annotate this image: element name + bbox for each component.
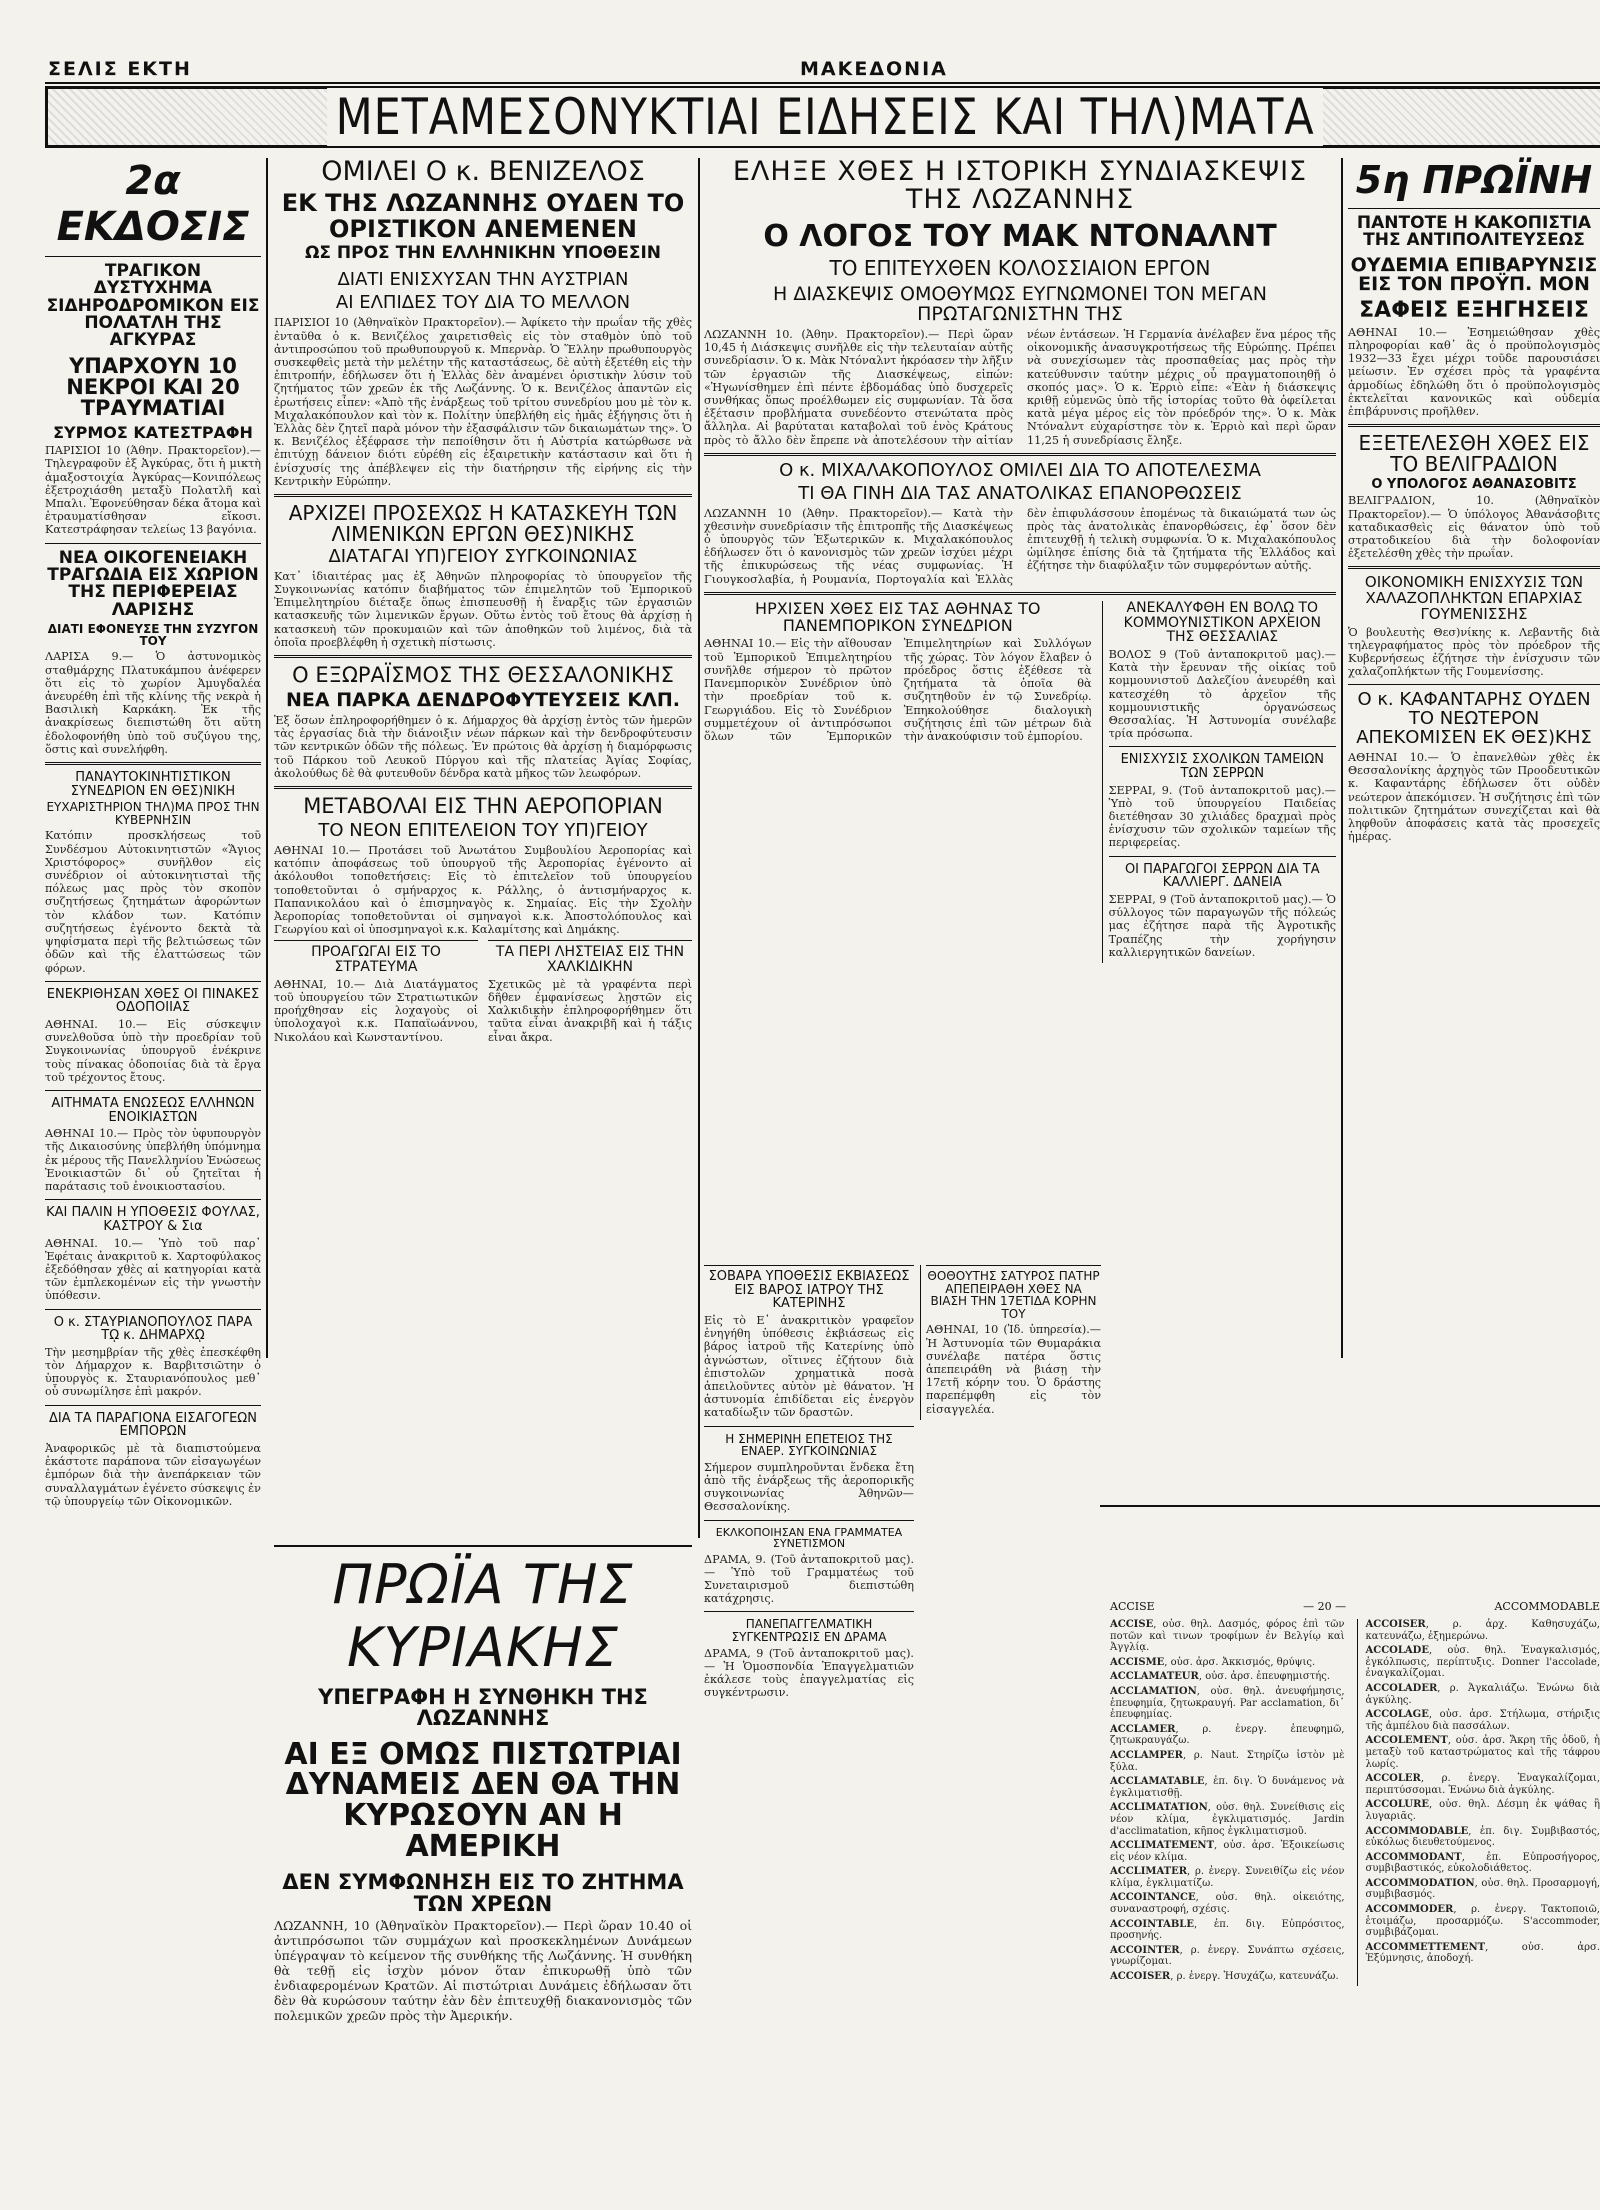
article-subheadline: ΑΙ ΕΛΠΙΔΕΣ ΤΟΥ ΔΙΑ ΤΟ ΜΕΛΛΟΝ — [335, 292, 631, 314]
dictionary-entry — [1366, 1709, 1600, 1732]
dictionary-entry — [1366, 1619, 1600, 1642]
dictionary-page-number: — 20 — — [1303, 1600, 1347, 1613]
article-headline: ΤΑ ΠΕΡΙ ΛΗΣΤΕΙΑΣ ΕΙΣ ΤΗΝ ΧΑΛΚΙΔΙΚΗΝ — [488, 940, 692, 974]
page-masthead — [40, 58, 1600, 80]
article-body: ΒΕΛΙΓΡΑΔΙΟΝ, 10. (Ἀθηναϊκὸν Πρακτορεῖον).— Ὁ ὑπόλογος Ἀθανάσοβιτς καταδικασθεὶς εἰς θάνατον ὑπὸ τοῦ στρατοδικείου διὰ τὴν δολοφονίαν ἐξετελέσθη χθὲς τὴν πρωΐαν. — [1348, 494, 1600, 561]
article-headline: ΝΕΑ ΟΙΚΟΓΕΝΕΙΑΚΗ ΤΡΑΓΩΔΙΑ ΕΙΣ ΧΩΡΙΟΝ ΤΗΣ ΠΕΡΙΦΕΡΕΙΑΣ ΛΑΡΙΣΗΣ — [47, 547, 259, 620]
dictionary-right-head: ACCOMMODABLE — [1494, 1600, 1600, 1613]
dictionary-section — [1110, 1600, 1600, 1986]
article-subheadline: ΣΑΦΕΙΣ ΕΞΗΓΗΣΕΙΣ — [1359, 298, 1589, 324]
article-body: Κατόπιν προσκλήσεως τοῦ Συνδέσμου Αὐτοκινητιστῶν «Ἅγιος Χριστόφορος» συνῆλθον εἰς συνέδριον οἱ αὐτοκινητισταὶ τῆς πόλεως μας πρὸς τὸν σκοπὸν συζητήσεως ζητημάτων ἀφορώντων τὸν κλάδον των. Κατόπιν συζητήσεως ἐγένοντο δεκτὰ τὰ ψηφίσματα περὶ τῆς βελτιώσεως τῶν ὁδῶν καὶ τῆς ἐλαττώσεως τῶν φόρων. — [45, 829, 261, 975]
article-headline: Ο κ. ΚΑΦΑΝΤΑΡΗΣ ΟΥΔΕΝ ΤΟ ΝΕΩΤΕΡΟΝ ΑΠΕΚΟΜΙΣΕΝ ΕΚ ΘΕΣ)ΚΗΣ — [1356, 689, 1592, 749]
dictionary-definition: , ρ. ἐνεργ. Τακτοποιῶ, ἑτοιμάζω, προσαρμόζω. S'accommoder, συμβιβάζομαι. — [1365, 1904, 1600, 1939]
dictionary-headword: ACCOISER — [1365, 1619, 1426, 1630]
dictionary-headword: ACCOINTER — [1110, 1944, 1180, 1956]
dictionary-definition: , οὐσ. θηλ. Προσαρμογή, συμβιβασμός. — [1365, 1877, 1600, 1901]
column-3 — [704, 158, 1336, 963]
dictionary-definition: , οὐσ. ἀρσ. Ἐξοικείωσις εἰς νέον κλίμα. — [1110, 1840, 1345, 1863]
dictionary-entry — [1110, 1776, 1345, 1799]
column-1 — [45, 158, 261, 1512]
dictionary-entry — [1366, 1942, 1600, 1965]
article-headline: ΜΕΤΑΒΟΛΑΙ ΕΙΣ ΤΗΝ ΑΕΡΟΠΟΡΙΑΝ — [303, 794, 663, 819]
article-body: Σήμερον συμπληροῦνται ἕνδεκα ἔτη ἀπὸ τῆς ἐνάρξεως τῆς ἀεροπορικῆς συγκοινωνίας Ἀθηνῶν—Θεσσαλονίκης. — [704, 1460, 914, 1514]
article-body: ΔΡΑΜΑ, 9 (Τοῦ ἀνταποκριτοῦ μας).— Ἡ Ὁμοσπονδία Ἐπαγγελματιῶν ἐκάλεσε τοὺς ἐπαγγελματίας εἰς συγκέντρωσιν. — [704, 1646, 914, 1700]
article-body: ΛΩΖΑΝΝΗ, 10 (Ἀθηναϊκὸν Πρακτορεῖον).— Περὶ ὥραν 10.40 οἱ ἀντιπρόσωποι τῶν συμμάχων καὶ προσκεκλημένων Δυνάμεων ὑπέγραψαν τὸ κείμενον τῆς συνθήκης τῆς Λωζάννης. Ἡ συνθήκη θὰ τεθῇ εἰς ἰσχὺν μόνον ὅταν ἐπικυρωθῇ ὑπὸ τῶν ἐνδιαφερομένων Κρατῶν. Αἱ πιστώτριαι Δυνάμεις ἐδήλωσαν ὅτι δὲν θὰ κυρώσουν ταύτην ἐὰν δὲν ἐπιτευχθῇ διακανονισμὸς τῶν πολεμικῶν χρεῶν πρὸς τὴν Ἀμερικήν. — [274, 1918, 692, 2023]
article-headline: ΕΝΕΚΡΙΘΗΣΑΝ ΧΘΕΣ ΟΙ ΠΙΝΑΚΕΣ ΟΔΟΠΟΙΙΑΣ — [46, 986, 260, 1016]
dictionary-entry — [1366, 1735, 1600, 1770]
article-headline: ΕΚΛΚΟΠΟΙΗΣΑΝ ΕΝΑ ΓΡΑΜΜΑΤΕΑ ΣΥΝΕΤΙΣΜΟΝ — [715, 1525, 903, 1551]
article-body: ΑΘΗΝΑΙ. 10.— Εἰς σύσκεψιν συνελθοῦσα ὑπὸ τὴν προεδρίαν τοῦ Συγκοινωνίας ὑπουργοῦ ἐνέκρινε τοὺς πίνακας ὁδοποιίας διὰ τὰ ἔργα τοῦ τρέχοντος ἔτους. — [45, 1017, 261, 1084]
section-banner — [45, 86, 1600, 148]
article-headline: ΠΑΝΑΥΤΟΚΙΝΗΤΙΣΤΙΚΟΝ ΣΥΝΕΔΡΙΟΝ ΕΝ ΘΕΣ)ΝΙΚΗ — [70, 770, 236, 799]
dictionary-entry — [1110, 1724, 1345, 1747]
article-headline: Ο ΕΞΩΡΑΪΣΜΟΣ ΤΗΣ ΘΕΣΣΑΛΟΝΙΚΗΣ — [292, 663, 674, 688]
dictionary-headword: ACCOLAGE — [1365, 1709, 1429, 1721]
dictionary-entry — [1366, 1799, 1600, 1822]
article-subheadline: ΤΟ ΝΕΟΝ ΕΠΙΤΕΛΕΙΟΝ ΤΟΥ ΥΠ)ΓΕΙΟΥ — [318, 820, 648, 842]
column-rule — [698, 158, 700, 1538]
dictionary-definition: , ἐπ. διγ. Συμβιβαστός, εὐκόλως διευθετούμενος. — [1365, 1825, 1600, 1849]
dictionary-definition: , ρ. ἐνεργ. Συνάπτω σχέσεις, γνωρίζομαι. — [1110, 1944, 1345, 1968]
dictionary-entry — [1110, 1802, 1345, 1837]
article-body: ΑΘΗΝΑΙ. 10.— Ὑπὸ τοῦ παρ᾽ Ἐφέταις ἀνακριτοῦ κ. Χαρτοφύλακος ἐξεδόθησαν χθὲς αἱ κατηγορίαι κατὰ τῶν ἐμπλεκομένων εἰς τὴν γνωστὴν ὑπόθεσιν. — [45, 1236, 261, 1303]
edition-label: 2α ΕΚΔΟΣΙΣ — [56, 158, 250, 250]
dictionary-headword: ACCOLADE — [1365, 1645, 1429, 1657]
dictionary-entry — [1110, 1657, 1345, 1669]
dictionary-definition: , οὐσ. θηλ. ἀνευφήμησις, ἐπευφημία, ζητωκραυγή. Par acclamation, δι᾽ ἐπευφημίας. — [1110, 1685, 1345, 1721]
article-subheadline: ΔΕΝ ΣΥΜΦΩΝΗΣΗ ΕΙΣ ΤΟ ΖΗΤΗΜΑ ΤΩΝ ΧΡΕΩΝ — [282, 1870, 684, 1916]
article-headline: ΑΙΤΗΜΑΤΑ ΕΝΩΣΕΩΣ ΕΛΛΗΝΩΝ ΕΝΟΙΚΙΑΣΤΩΝ — [51, 1096, 255, 1125]
dictionary-headword: ACCOLER — [1365, 1773, 1421, 1785]
article-headline: ΗΡΧΙΣΕΝ ΧΘΕΣ ΕΙΣ ΤΑΣ ΑΘΗΝΑΣ ΤΟ ΠΑΝΕΜΠΟΡΙΚΟΝ ΣΥΝΕΔΡΙΟΝ — [755, 598, 1041, 635]
article-subheadline: ΟΥΔΕΜΙΑ ΕΠΙΒΑΡΥΝΣΙΣ ΕΙΣ ΤΟΝ ΠΡΟΫΠ. ΜΟΝ — [1350, 253, 1598, 296]
article-headline: Ο κ. ΣΤΑΥΡΙΑΝΟΠΟΥΛΟΣ ΠΑΡΑ Τῼ κ. ΔΗΜΑΡΧῼ — [53, 1314, 253, 1344]
article-headline: ΑΝΕΚΑΛΥΦΘΗ ΕΝ ΒΟΛῼ ΤΟ ΚΟΜΜΟΥΝΙΣΤΙΚΟΝ ΑΡΧΕΙΟΝ ΤΗΣ ΘΕΣΣΑΛΙΑΣ — [1123, 599, 1321, 646]
dictionary-headword: ACCLAMPER — [1110, 1749, 1183, 1761]
article-headline: ΤΡΑΓΙΚΟΝ ΔΥΣΤΥΧΗΜΑ ΣΙΔΗΡΟΔΡΟΜΙΚΟΝ ΕΙΣ ΠΟΛΑΤΛΗ ΤΗΣ ΑΓΚΥΡΑΣ — [46, 261, 260, 351]
article-subheadline: ΤΙ ΘΑ ΓΙΝΗ ΔΙΑ ΤΑΣ ΑΝΑΤΟΛΙΚΑΣ ΕΠΑΝΟΡΘΩΣΕΙΣ — [798, 482, 1242, 504]
article-subheadline: ΕΚ ΤΗΣ ΛΩΖΑΝΝΗΣ ΟΥΔΕΝ ΤΟ ΟΡΙΣΤΙΚΟΝ ΑΝΕΜΕΝΕΝ — [281, 189, 685, 243]
dictionary-entry — [1110, 1892, 1345, 1915]
column-rule — [1341, 158, 1343, 1358]
dictionary-entry — [1110, 1840, 1345, 1863]
dictionary-definition: , οὐσ. ἀρσ. Στήλωμα, στήριξις τῆς ἀμπέλου διὰ πασσάλων. — [1365, 1709, 1600, 1732]
article-body: ΑΘΗΝΑΙ 10.— Εἰς τὴν αἴθουσαν τοῦ Ἐμπορικοῦ Ἐπιμελητηρίου συνῆλθε σήμερον τὸ πρῶτον Πανεμπορικὸν Συνέδριον ὑπὸ τὴν προεδρίαν τοῦ κ. Γεωργιάδου. Εἰς τὸ Συνέδριον συμμετέχουν οἱ ἀντιπρόσωποι ὅλων τῶν Ἐμπορικῶν Ἐπιμελητηρίων καὶ Συλλόγων τῆς χώρας. Τὸν λόγον ἔλαβεν ὁ πρόεδρος ὅστις ἐξέθεσε τὰ ζητήματα τὰ ὁποῖα θὰ συζητηθοῦν ἐν τῷ Συνεδρίῳ. Ἐπηκολούθησε διαλογικὴ συζήτησις ἐπὶ τῶν μέτρων διὰ τὴν ἀνακούφισιν τοῦ ἐμπορίου. — [704, 637, 1092, 743]
dictionary-entry — [1110, 1686, 1345, 1721]
article-subheadline: ΔΙΑΤΙ ΕΦΟΝΕΥΣΕ ΤΗΝ ΣΥΖΥΓΟΝ ΤΟΥ — [47, 621, 259, 649]
article-headline: ΕΛΗΞΕ ΧΘΕΣ Η ΙΣΤΟΡΙΚΗ ΣΥΝΔΙΑΣΚΕΨΙΣ ΤΗΣ ΛΩΖΑΝΝΗΣ — [732, 156, 1308, 216]
dictionary-headword: ACCOMMODABLE — [1365, 1825, 1469, 1837]
article-headline: ΘΟΘΟΥΤΗΣ ΣΑΤΥΡΟΣ ΠΑΤΗΡ ΑΠΕΠΕΙΡΑΘΗ ΧΘΕΣ ΝΑ ΒΙΑΣΗ ΤΗΝ 17ΕΤΙΔΑ ΚΟΡΗΝ ΤΟΥ — [926, 1265, 1101, 1320]
article-headline: ΣΟΒΑΡΑ ΥΠΟΘΕΣΙΣ ΕΚΒΙΑΣΕΩΣ ΕΙΣ ΒΑΡΟΣ ΙΑΤΡΟΥ ΤΗΣ ΚΑΤΕΡΙΝΗΣ — [704, 1265, 914, 1311]
dictionary-headword: ACCOLURE — [1365, 1799, 1430, 1811]
dictionary-right-column — [1357, 1619, 1600, 1986]
article-headline: ΔΙΑ ΤΑ ΠΑΡΑΓΙΟΝΑ ΕΙΣΑΓΟΓΕΩΝ ΕΜΠΟΡΩΝ — [49, 1410, 257, 1440]
article-body: ΑΘΗΝΑΙ 10.— Πρὸς τὸν ὑφυπουργὸν τῆς Δικαιοσύνης ὑπεβλήθη ὑπόμνημα ἐκ μέρους τῆς Πανελληνίου Ἑνώσεως Ἐνοικιαστῶν δι᾽ οὗ ζητεῖται ἡ παράτασις τοῦ ἐνοικιοστασίου. — [45, 1127, 261, 1194]
dictionary-entry — [1366, 1878, 1600, 1901]
dictionary-entry — [1110, 1671, 1345, 1683]
article-body: Τὴν μεσημβρίαν τῆς χθὲς ἐπεσκέφθη τὸν Δήμαρχον κ. Βαρβιτσιῶτην ὁ ὑπουργὸς κ. Σταυριανόπουλος μεθ᾽ οὗ συνωμίλησε ἐπὶ μακρόν. — [45, 1345, 261, 1399]
dictionary-headword: ACCLAMATION — [1110, 1685, 1197, 1697]
article-subheadline: ΔΙΑΤΙ ΕΝΙΣΧΥΣΑΝ ΤΗΝ ΑΥΣΤΡΙΑΝ — [337, 268, 629, 290]
dictionary-definition: , ρ. Naut. Στηρίζω ἱστὸν μὲ ξύλα. — [1110, 1749, 1345, 1773]
article-subheadline: ΝΕΑ ΠΑΡΚΑ ΔΕΝΔΡΟΦΥΤΕΥΣΕΙΣ ΚΛΠ. — [286, 689, 680, 712]
dictionary-headword: ACCOMMODANT — [1365, 1851, 1462, 1863]
article-subheadline: Ο ΥΠΟΛΟΓΟΣ ΑΘΑΝΑΣΟΒΙΤΣ — [1371, 477, 1577, 493]
article-headline: ΟΜΙΛΕΙ Ο κ. ΒΕΝΙΖΕΛΟΣ — [321, 156, 645, 187]
article-body: ΑΘΗΝΑΙ, 10 (Ἰδ. ὑπηρεσία).— Ἡ Ἀστυνομία τῶν Θυμαράκια συνέλαβε πατέρα ὅστις ἀπεπειράθη νὰ βιάσῃ τὴν 17ετῆ κόρην του. Ὁ δράστης παρεπέμφθη εἰς τὸν εἰσαγγελέα. — [926, 1323, 1101, 1416]
dictionary-definition: , ρ. ἐνεργ. Συνειθίζω εἰς νέον κλίμα, ἐγκλιματίζω. — [1110, 1866, 1345, 1889]
dictionary-definition: , οὐσ. ἀρσ. Ἄκρη τῆς ὁδοῦ, ἡ μεταξὺ τοῦ καταστρώματος καὶ τῆς τάφρου λωρίς. — [1365, 1735, 1600, 1770]
column-4 — [1348, 158, 1600, 847]
dictionary-definition: , ἐπ. Εὐπροσήγορος, συμβιβαστικός, εὐκολοδιάθετος. — [1365, 1851, 1600, 1875]
dictionary-definition: , ρ. ἀρχ. Καθησυχάζω, κατευνάζω, ἐξημερώνω. — [1365, 1619, 1600, 1642]
column-rule — [266, 158, 268, 1358]
article-body: Ὁ βουλευτὴς Θεσ)νίκης κ. Λεβαντῆς διὰ τηλεγραφήματος πρὸς τὸν πρόεδρον τῆς Κυβερνήσεως ἐζήτησε τὴν ἐνίσχυσιν τῶν χαλαζοπλήκτων τῆς Γουμενίσσης. — [1348, 625, 1600, 679]
article-headline: ΑΡΧΙΖΕΙ ΠΡΟΣΕΧΩΣ Η ΚΑΤΑΣΚΕΥΗ ΤΩΝ ΛΙΜΕΝΙΚΩΝ ΕΡΓΩΝ ΘΕΣ)ΝΙΚΗΣ — [288, 500, 678, 546]
dictionary-definition: , οὐσ. θηλ. οἰκειότης, συναναστροφή, σχέσις. — [1110, 1892, 1345, 1916]
article-body: ΠΑΡΙΣΙΟΙ 10 (Άθην. Πρακτορεῖον).— Τηλεγραφοῦν ἐξ Ἀγκύρας, ὅτι ἡ μικτὴ ἀμαξοστοιχία Ἀγκύρας—Κονιπόλεως ἐξετροχιάσθη μεταξὺ Πολατλῆ καὶ Μπαλι. Ἐφονεύθησαν δέκα ἄτομα καὶ ἐτραυματίσθησαν εἴκοσι. Κατεστράφησαν τελείως 13 βαγόνια. — [45, 444, 261, 537]
dictionary-headword: ACCLAMATABLE — [1110, 1776, 1205, 1788]
article-body: Ἀναφορικῶς μὲ τὰ διαπιστούμενα ἐκάστοτε παράπονα τῶν εἰσαγωγέων ἐμπόρων διὰ τὴν ἀνεπάρκειαν τῶν συναλλαγμάτων ἐγένετο σύσκεψις ἐν τῷ ὑπουργείῳ τῶν Οἰκονομικῶν. — [45, 1441, 261, 1508]
dictionary-definition: , οὐσ. ἀρσ. ἐπευφημιστής. — [1198, 1671, 1331, 1683]
dictionary-definition: , οὐσ. ἀρσ. Ἐξύμνησις, ἀποδοχή. — [1365, 1941, 1600, 1965]
dictionary-entry — [1110, 1619, 1345, 1654]
dictionary-rule — [1100, 1505, 1600, 1507]
dictionary-definition: , ἐπ. διγ. Ὁ δυνάμενος νὰ ἐγκλιματισθῇ. — [1110, 1776, 1345, 1799]
dictionary-headword: ACCOLEMENT — [1365, 1735, 1448, 1747]
article-subheadline: ΤΟ ΕΠΙΤΕΥΧΘΕΝ ΚΟΛΟΣΣΙΑΙΟΝ ΕΡΓΟΝ — [829, 256, 1211, 281]
article-body: ΛΩΖΑΝΝΗ 10. (Ἀθην. Πρακτορεῖον).— Περὶ ὥραν 10,45 ἡ Διάσκεψις συνῆλθε εἰς τὴν τελευταίαν αὐτῆς συνεδρίασιν. Ὁ κ. Μὰκ Ντόναλντ ἠκρόασεν τὴν λῆξιν τῶν ἐργασιῶν τῆς Διασκέψεως, εἰπών: «Ἠγωνίσθημεν ἐπὶ πέντε ἑβδομάδας ὑπὸ δυσχερεῖς συνθήκας ὅπως προέλθωμεν εἰς συμφωνίαν. Τὰ ὅσα ἐξέτασιν προβλήματα συνεδέοντο στενώτατα πρὸς ἄλληλα. Αἱ βαρύταται καταβολαὶ τοῦ ἑνὸς Κράτους πρὸς τὸ ἄλλο δὲν ἔπρεπε νὰ ἀποτελέσουν τὴν αἰτίαν νέων ἐντάσεων. Ἡ Γερμανία ἀνέλαβεν ἕνα μέρος τῆς οἰκονομικῆς ἀνασυγκροτήσεως τῆς Εὐρώπης. Πρέπει νὰ συνεχίσωμεν τὰς προσπαθείας μας πρὸς τὴν κατεύθυνσιν ταύτην μέχρις οὗ πραγματοποιηθῇ ὁ σκοπός μας». Ὁ κ. Ἐρριὸ εἶπε: «Ἐὰν ἡ διάσκεψις κριθῇ εὐμενῶς ὑπὸ τῆς ἱστορίας τοῦτο θὰ ὀφείλεται κατὰ μέγα μέρος εἰς τὸν πρόεδρόν της». Ὁ κ. Μὰκ Ντόναλντ εὐχαρίστησε τὸν κ. Ἐρριὸ καὶ περὶ ὥραν 11,25 ἡ συνεδρίασις ἔληξε. — [704, 328, 1336, 447]
article-headline: ΕΞΕΤΕΛΕΣΘΗ ΧΘΕΣ ΕΙΣ ΤΟ ΒΕΛΙΓΡΑΔΙΟΝ — [1358, 431, 1590, 476]
dictionary-left-head: ACCISE — [1110, 1600, 1155, 1613]
dictionary-definition: , ρ. Ἀγκαλιάζω. Ἑνώνω διὰ ἀγκύλης. — [1365, 1682, 1600, 1706]
article-headline: ΚΑΙ ΠΑΛΙΝ Η ΥΠΟΘΕΣΙΣ ΦΟΥΛΑΣ, ΚΑΣΤΡΟΥ & Σια — [46, 1205, 260, 1234]
article-body: ΒΟΛΟΣ 9 (Τοῦ ἀνταποκριτοῦ μας).— Κατὰ τὴν ἔρευναν τῆς οἰκίας τοῦ κομμουνιστοῦ Δαλεζίου ἀνευρέθη καὶ κατεσχέθη τὸ ἀρχεῖον τῆς κομμουνιστικῆς ὀργανώσεως Θεσσαλίας. Ἡ Ἀστυνομία συνέλαβε τρία πρόσωπα. — [1108, 647, 1336, 741]
dictionary-definition: , ρ. ἐνεργ. ἐπευφημῶ, ζητωκραυγάζω. — [1110, 1723, 1345, 1747]
dictionary-headword: ACCISE — [1110, 1619, 1154, 1630]
dictionary-definition: , ἐπ. διγ. Εὐπρόσιτος, προσηνής. — [1110, 1918, 1345, 1942]
article-subheadline: ΩΣ ΠΡΟΣ ΤΗΝ ΕΛΛΗΝΙΚΗΝ ΥΠΟΘΕΣΙΝ — [304, 242, 662, 263]
article-subheadline: ΣΥΡΜΟΣ ΚΑΤΕΣΤΡΑΦΗ — [53, 422, 253, 442]
edition-label: ΠΡΩΪΑ ΤΗΣ ΚΥΡΙΑΚΗΣ — [332, 1553, 634, 1679]
dictionary-definition: , οὐσ. θηλ. Συνείθισις εἰς νέον κλίμα, ἐγκλιματισμός. Jardin d'acclimatation, κῆπος ἐγκλιματισμοῦ. — [1110, 1802, 1345, 1837]
edition-label: 5η ΠΡΩΪΝΗ — [1355, 158, 1593, 202]
dictionary-entry — [1110, 1866, 1345, 1889]
dictionary-definition: , οὐσ. θηλ. Δασμός, φόρος ἐπὶ τῶν ποτῶν καὶ τινων τροφίμων ἐν Βελγίῳ καὶ Ἀγγλίᾳ. — [1110, 1619, 1345, 1654]
article-body: ΣΕΡΡΑΙ, 9 (Τοῦ ἀνταποκριτοῦ μας).— Ὁ σύλλογος τῶν παραγωγῶν τῆς πόλεώς μας ἐζήτησε παρὰ τῆς Ἀγροτικῆς Τραπέζης τὴν χορήγησιν καλλιεργητικῶν δανείων. — [1108, 892, 1336, 959]
article-body: ΑΘΗΝΑΙ 10.— Ἐσημειώθησαν χθὲς πληροφορίαι καθ᾽ ἃς ὁ προϋπολογισμὸς 1932—33 ἔχει μέχρι τοῦδε παρουσιάσει μείωσιν. Ἐν σχέσει πρὸς τὰ γραφέντα ἁρμοδίως ἐδηλώθη ὅτι ὁ προϋπολογισμὸς ἐκτελεῖται κανονικῶς καὶ οὐδεμία ἐπιβάρυνσις προῆλθεν. — [1348, 325, 1600, 419]
article-body: ΣΕΡΡΑΙ, 9. (Τοῦ ἀνταποκριτοῦ μας).— Ὑπὸ τοῦ ὑπουργείου Παιδείας διετέθησαν 30 χιλιάδες δραχμαὶ πρὸς ἐνίσχυσιν τῶν σχολικῶν ταμείων τῆς περιφερείας. — [1108, 783, 1336, 850]
article-headline: Ο κ. ΜΙΧΑΛΑΚΟΠΟΥΛΟΣ ΟΜΙΛΕΙ ΔΙΑ ΤΟ ΑΠΟΤΕΛΕΣΜΑ — [779, 459, 1261, 481]
dictionary-definition: , οὐσ. ἀρσ. Ἀκκισμός, θρύψις. — [1164, 1656, 1316, 1668]
dictionary-definition: , οὐσ. θηλ. Δέσμη ἐκ ψάθας ἢ λυγαριᾶς. — [1365, 1799, 1600, 1822]
dictionary-headword: ACCOMMODER — [1365, 1904, 1454, 1916]
article-headline: ΕΝΙΣΧΥΣΙΣ ΣΧΟΛΙΚΩΝ ΤΑΜΕΙΩΝ ΤΩΝ ΣΕΡΡΩΝ — [1120, 752, 1324, 782]
article-body: ΛΩΖΑΝΝΗ 10 (Ἀθην. Πρακτορεῖον).— Κατὰ τὴν χθεσινὴν συνεδρίασιν τῆς ἐπιτροπῆς τῆς Διασκέψεως ὁ ὑπουργὸς τῶν Ἐξωτερικῶν κ. Μιχαλακόπουλος ἐδήλωσεν ὅτι ὁ κανονισμὸς τῶν χρεῶν ἰσχύει μέχρι τῆς ἐπικυρώσεως τῆς νέας συμφωνίας. Ἡ Γιουγκοσλαβία, ἡ Ρουμανία, Πορτογαλία καὶ Ἑλλὰς δὲν ἐπιφυλάσσουν ἑπομένως τὰ δικαιώματά των ὡς πρὸς τὰς ἀνατολικὰς ἐπανορθώσεις, ἐφ᾽ ὅσον δὲν ἐπιτευχθῇ ἡ τελικὴ συμφωνία. Ὁ κ. Μιχαλακόπουλος ὡμίλησε ἐπίσης διὰ τὰ ζητήματα τῆς Ἑλλάδος καὶ ἐζήτησε τὴν διαφύλαξιν τῶν συμφερόντων αὐτῆς. — [704, 506, 1336, 586]
article-body: ΠΑΡΙΣΙΟΙ 10 (Ἀθηναϊκὸν Πρακτορεῖον).— Ἀφίκετο τὴν πρωΐαν τῆς χθὲς ἐνταῦθα ὁ κ. Βενιζέλος χαιρετισθεὶς εἰς τὸν σταθμὸν ὑπὸ τοῦ ἀντιπροσώπου τοῦ πρωθυπουργοῦ κ. Μπερνὰρ. Ὁ Ἕλλην πρωθυπουργὸς συσκεφθεὶς μετὰ τὴν μελέτην τῆς καταστάσεως, δὲ αὐτὴ ἐξετέθη εἰς τὴν ἐπιτροπήν, ἐδήλωσεν ὅτι ἡ Ἑλλὰς δὲν ἀναμένει ὁριστικὴν λύσιν τοῦ ζητήματος τῶν χρεῶν ἐκ τῆς Λωζάννης. Ὁ κ. Βενιζέλος ἀπαντῶν εἰς ἐρωτήσεις εἶπεν: «Ἀπὸ τῆς ἐνάρξεως τοῦ τρίτου συνεδρίου μου μὲ τὸν κ. Μιχαλακόπουλον καὶ τὸν κ. Πολίτην ὑπεβλήθη εἰς ἡμᾶς ἐξήγησις ὅτι ἡ Ἑλλὰς δὲν ζητεῖ παρὰ μόνον τὴν ἐξασφάλισιν τῶν δικαιωμάτων της». Ὁ κ. Βενιζέλος ἐξέφρασε τὴν πεποίθησιν ὅτι ἡ Αὐστρία κατώρθωσε νὰ ἐπιτύχῃ δάνειον διότι εὑρέθη εἰς ἐξαιρετικὴν κατάστασιν καὶ ὅτι ἡ ἐνίσχυσίς της ἀπέβλεψεν εἰς τὴν διατήρησιν τῆς εἰρήνης εἰς τὴν Κεντρικὴν Εὐρώπην. — [274, 316, 692, 488]
page-label: ΣΕΛΙΣ ΕΚΤΗ — [48, 58, 192, 80]
dictionary-headword: ACCLIMATER — [1110, 1866, 1188, 1878]
article-body: ΛΑΡΙΣΑ 9.— Ὁ ἀστυνομικὸς σταθμάρχης Πλατυκάμπου ἀνέφερεν ὅτι εἰς τὸ χωρίον Ἀμυγδαλέα ἀνευρέθη ἐπὶ τῆς κλίνης τῆς νεκρὰ ἡ Βασιλικὴ Καρκάκη. Ἐκ τῆς ἀνακρίσεως διεπιστώθη ὅτι αὕτη ἐδολοφονήθη ὑπὸ τοῦ συζύγου της, ὅστις καὶ συνελήφθη. — [45, 650, 261, 756]
dictionary-entry — [1366, 1826, 1600, 1849]
article-headline: Η ΣΗΜΕΡΙΝΗ ΕΠΕΤΕΙΟΣ ΤΗΣ ΕΝΑΕΡ. ΣΥΓΚΟΙΝΩΝΙΑΣ — [725, 1431, 893, 1459]
dictionary-headword: ACCLAMER — [1110, 1723, 1176, 1735]
column-2 — [274, 158, 692, 1048]
dictionary-headword: ACCLIMATATION — [1110, 1802, 1208, 1814]
article-subheadline: Η ΔΙΑΣΚΕΨΙΣ ΟΜΟΘΥΜΩΣ ΕΥΓΝΩΜΟΝΕΙ ΤΟΝ ΜΕΓΑΝ ΠΡΩΤΑΓΩΝΙΣΤΗΝ ΤΗΣ — [773, 283, 1267, 326]
article-body: Σχετικῶς μὲ τὰ γραφέντα περὶ δῆθεν ἐμφανίσεως λῃστῶν εἰς Χαλκιδικὴν ἐπληροφορήθημεν ὅτι ταῦτα εἶναι ἀνακριβῆ καὶ ἡ τάξις εἶναι ἄκρα. — [488, 977, 692, 1044]
dictionary-definition: , ρ. ἐνεργ. Ἡσυχάζω, κατευνάζω. — [1170, 1971, 1339, 1983]
dictionary-headword: ACCLAMATEUR — [1110, 1671, 1199, 1683]
article-body: Ἐξ ὅσων ἐπληροφορήθημεν ὁ κ. Δήμαρχος θὰ ἀρχίσῃ ἐντὸς τῶν ἡμερῶν τὰς ἐργασίας διὰ τὴν διάνοιξιν νέων πάρκων καὶ τὴν δενδροφύτευσιν τῶν κεντρικῶν ὁδῶν τῆς πόλεως. Ἐν πρώτοις θὰ ἀρχίσῃ ἡ διαμόρφωσις τοῦ Πάρκου τοῦ Λευκοῦ Πύργου καὶ τῆς πλατείας Ἀγίας Σοφίας, ἀκολούθως δὲ θὰ φυτευθοῦν δένδρα κατὰ μῆκος τῶν λεωφόρων. — [274, 714, 692, 780]
banner-title: ΜΕΤΑΜΕΣΟΝΥΚΤΙΑΙ ΕΙΔΗΣΕΙΣ ΚΑΙ ΤΗΛ)ΜΑΤΑ — [327, 88, 1323, 146]
dictionary-entry — [1366, 1904, 1600, 1939]
dictionary-entry — [1366, 1645, 1600, 1680]
article-headline: ΠΑΝΤΟΤΕ Η ΚΑΚΟΠΙΣΤΙΑ ΤΗΣ ΑΝΤΙΠΟΛΙΤΕΥΣΕΩΣ — [1356, 213, 1592, 251]
article-headline: ΠΡΟΑΓΩΓΑΙ ΕΙΣ ΤΟ ΣΤΡΑΤΕΥΜΑ — [274, 940, 478, 974]
article-headline: ΠΑΝΕΠΑΓΓΕΛΜΑΤΙΚΗ ΣΥΓΚΕΝΤΡΩΣΙΣ ΕΝ ΔΡΑΜΑ — [731, 1617, 887, 1645]
column-3-lower — [704, 1265, 914, 1703]
article-body: ΑΘΗΝΑΙ, 10.— Διὰ Διατάγματος τοῦ ὑπουργείου τῶν Στρατιωτικῶν προήχθησαν εἰς λοχαγοὺς οἱ ὑπολοχαγοὶ κ.κ. Παπαϊωάννου, Νικολάου καὶ Κωνσταντίνου. — [274, 977, 478, 1044]
article-body: ΔΡΑΜΑ, 9. (Τοῦ ἀνταποκριτοῦ μας).— Ὑπὸ τοῦ Γραμματέως τοῦ Συνεταιρισμοῦ διεπιστώθη κατάχρησις. — [704, 1552, 914, 1606]
dictionary-entry — [1110, 1919, 1345, 1942]
article-subheadline: ΑΙ ΕΞ ΟΜΩΣ ΠΙΣΤΩΤΡΙΑΙ ΔΥΝΑΜΕΙΣ ΔΕΝ ΘΑ ΤΗΝ ΚΥΡΩΣΟΥΝ ΑΝ Η ΑΜΕΡΙΚΗ — [284, 1736, 682, 1864]
sunday-edition-block — [274, 1545, 692, 2027]
dictionary-entry — [1366, 1683, 1600, 1706]
dictionary-definition: , ρ. ἐνεργ. Ἐναγκαλίζομαι, περιπτύσσομαι. Ἑνώνω διὰ ἀγκύλης. — [1365, 1773, 1600, 1796]
article-headline: ΥΠΕΓΡΑΦΗ Η ΣΥΝΘΗΚΗ ΤΗΣ ΛΩΖΑΝΝΗΣ — [318, 1685, 648, 1731]
dictionary-entry — [1110, 1750, 1345, 1773]
dictionary-headword: ACCOMMODATION — [1365, 1877, 1475, 1889]
article-subheadline: ΔΙΑΤΑΓΑΙ ΥΠ)ΓΕΙΟΥ ΣΥΓΚΟΙΝΩΝΙΑΣ — [328, 545, 638, 567]
dictionary-entry — [1110, 1945, 1345, 1968]
dictionary-headword: ACCLIMATEMENT — [1110, 1840, 1215, 1852]
dictionary-headword: ACCOISER — [1110, 1971, 1171, 1983]
dictionary-left-column — [1110, 1619, 1345, 1986]
dictionary-entry — [1366, 1852, 1600, 1875]
dictionary-headword: ACCOINTANCE — [1110, 1892, 1196, 1904]
article-subheadline: ΕΥΧΑΡΙΣΤΗΡΙΟΝ ΤΗΛ)ΜΑ ΠΡΟΣ ΤΗΝ ΚΥΒΕΡΝΗΣΙΝ — [46, 800, 260, 827]
article-body: Κατ᾽ ἰδιαιτέρας μας ἐξ Ἀθηνῶν πληροφορίας τὸ ὑπουργεῖον τῆς Συγκοινωνίας κατόπιν διαβήματος τῶν ἐπιμελητῶν τοῦ Ἐμπορικοῦ Ἐπιμελητηρίου διέταξε ὅπως ἐπισπευσθῇ ἡ ἔναρξις τῶν ἐργασιῶν κατασκευῆς τῶν λιμενικῶν ἔργων. Οὕτω ἐντὸς τοῦ ἔτους θὰ ἀρχίσῃ ἡ κατασκευὴ τῶν προκυμαιῶν καὶ τῶν ἀποθηκῶν τοῦ λιμένος, διὰ τὰ ὁποῖα προεβλέφθη ἡ σχετικὴ πίστωσις. — [274, 569, 692, 649]
dictionary-headword: ACCISME — [1110, 1656, 1165, 1668]
dictionary-headword: ACCOLADER — [1365, 1682, 1438, 1694]
article-body: ΑΘΗΝΑΙ 10.— Προτάσει τοῦ Ἀνωτάτου Συμβουλίου Ἀεροπορίας καὶ κατόπιν ἀποφάσεως τοῦ ὑπουργοῦ τῆς Ἀεροπορίας ἐγένοντο αἱ ἀκόλουθοι τοποθετήσεις: Εἰς τὸ ἐπιτελεῖον τοῦ ὑπουργείου τοποθετοῦνται ὁ σμήναρχος κ. Ράλλης, ὁ ἀντισμήναρχος κ. Παπανικολάου καὶ ὁ ἐπισμηναγὸς κ. Σημαίας. Εἰς τὴν Σχολὴν Ἀεροπορίας τοποθετοῦνται οἱ σμηναγοὶ κ.κ. Ἀποστολόπουλος καὶ Γεωργίου καὶ οἱ ὑποσμηναγοὶ κ.κ. Καλαμίτσης καὶ Δημάκης. — [274, 844, 692, 937]
dictionary-headword: ACCOINTABLE — [1110, 1918, 1194, 1930]
dictionary-definition: , οὐσ. θηλ. Ἐναγκαλισμός, ἐγκόλπωσις, περίπτυξις. Donner l'accolade, ἐναγκαλίζομαι. — [1365, 1645, 1600, 1680]
article-headline: ΟΙ ΠΑΡΑΓΩΓΟΙ ΣΕΡΡΩΝ ΔΙΑ ΤΑ ΚΑΛΛΙΕΡΓ. ΔΑΝΕΙΑ — [1124, 861, 1320, 891]
article-subheadline: ΥΠΑΡΧΟΥΝ 10 ΝΕΚΡΟΙ ΚΑΙ 20 ΤΡΑΥΜΑΤΙΑΙ — [66, 353, 240, 421]
dictionary-headword: ACCOMMETTEMENT — [1365, 1941, 1486, 1953]
article-body: ΑΘΗΝΑΙ 10.— Ὁ ἐπανελθὼν χθὲς ἐκ Θεσσαλονίκης ἀρχηγὸς τῶν Προοδευτικῶν κ. Καφαντάρης ἐδήλωσεν ὅτι οὐδὲν νεώτερον ἀπεκόμισεν. Ἡ συζήτησις ἐπὶ τῶν πολιτικῶν ζητημάτων συνεχίζεται καὶ θὰ ληφθοῦν ἀποφάσεις κατὰ τὰς προσεχεῖς ἡμέρας. — [1348, 751, 1600, 844]
masthead-rule — [45, 82, 1600, 84]
column-3-lower-right — [920, 1265, 1101, 1420]
article-subheadline: Ο ΛΟΓΟΣ ΤΟΥ ΜΑΚ ΝΤΟΝΑΛΝΤ — [763, 218, 1277, 254]
dictionary-entry — [1110, 1971, 1345, 1983]
article-headline: ΟΙΚΟΝΟΜΙΚΗ ΕΝΙΣΧΥΣΙΣ ΤΩΝ ΧΑΛΑΖΟΠΛΗΚΤΩΝ ΕΠΑΡΧΙΑΣ ΓΟΥΜΕΝΙΣΣΗΣ — [1364, 573, 1584, 623]
dictionary-entry — [1366, 1773, 1600, 1796]
paper-name: ΜΑΚΕΔΟΝΙΑ — [800, 58, 948, 80]
article-body: Εἰς τὸ Ε᾽ ἀνακριτικὸν γραφεῖον ἐνηγήθη ὑπόθεσις ἐκβιάσεως εἰς βάρος ἰατροῦ τῆς Κατερίνης ὑπὸ ἀγνώστων, οἵτινες ἐζήτουν διὰ ἐπιστολῶν χρηματικὰ ποσὰ ἀπειλοῦντες αὐτὸν μὲ θάνατον. Ἡ ἀστυνομία ἐπιδίδεται εἰς ἐνεργὸν καταδίωξιν τῶν δραστῶν. — [704, 1313, 914, 1420]
